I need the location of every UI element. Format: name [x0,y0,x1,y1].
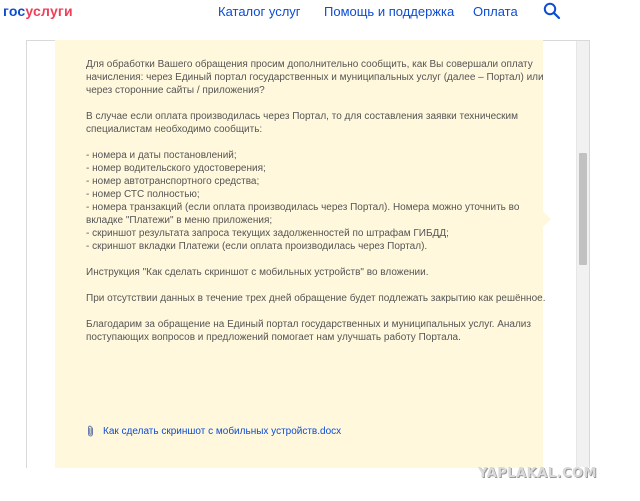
list-item: - скриншот вкладки Платежи (если оплата производилась через Портал). [86,241,428,252]
message-paragraph-instruction: Инструкция "Как сделать скриншот с мобильных устройств" во вложении. [86,267,429,278]
list-item: - номера и даты постановлений; [86,150,237,161]
message-paragraph-request: Для обработки Вашего обращения просим дополнительно сообщить, как Вы совершали оплату начисления: через Единый портал государственных и муниципальных услуг (далее – Портал) или через сторонние сайты / приложения? [86,59,544,96]
attachment-filename[interactable]: Как сделать скриншот с мобильных устройств.docx [103,425,342,437]
gosuslugi-logo[interactable] [3,3,73,19]
message-required-list [86,149,546,253]
list-item: - номер автотранспортного средства; [86,176,260,187]
message-paragraph-portal: В случае если оплата производилась через Портал, то для составления заявки техническим специалистам необходимо сообщить: [86,111,519,135]
message-paragraph-deadline: При отсутствии данных в течение трех дней обращение будет подлежать закрытию как решённое. [86,293,546,304]
list-item: - скриншот результата запроса текущих задолженностей по штрафам ГИБДД; [86,228,449,239]
message-text [86,58,546,357]
search-icon[interactable] [543,2,561,20]
attachment-link[interactable] [86,424,341,438]
nav-help-link[interactable]: Помощь и поддержка [324,4,455,19]
nav-catalog-link[interactable]: Каталог услуг [218,4,301,19]
message-paragraph-thanks: Благодарим за обращение на Единый портал государственных и муниципальных услуг. Анализ поступающих вопросов и предложений помогает нам улучшать работу Портала. [86,319,531,343]
list-item: - номер водительского удостоверения; [86,163,266,174]
top-header [0,0,640,24]
list-item: - номера транзакций (если оплата производилась через Портал). Номера можно уточнить во вкладке "Платежи" в меню приложения; [86,202,520,226]
nav-payment-link[interactable]: Оплата [473,4,518,19]
watermark: YAPLAKAL.COM [478,466,597,481]
list-item: - номер СТС полностью; [86,189,200,200]
logo-part-uslugi: услуги [25,3,73,19]
logo-part-gos: гос [3,3,26,19]
scrollbar-thumb[interactable] [579,153,587,265]
paperclip-icon [86,425,95,437]
